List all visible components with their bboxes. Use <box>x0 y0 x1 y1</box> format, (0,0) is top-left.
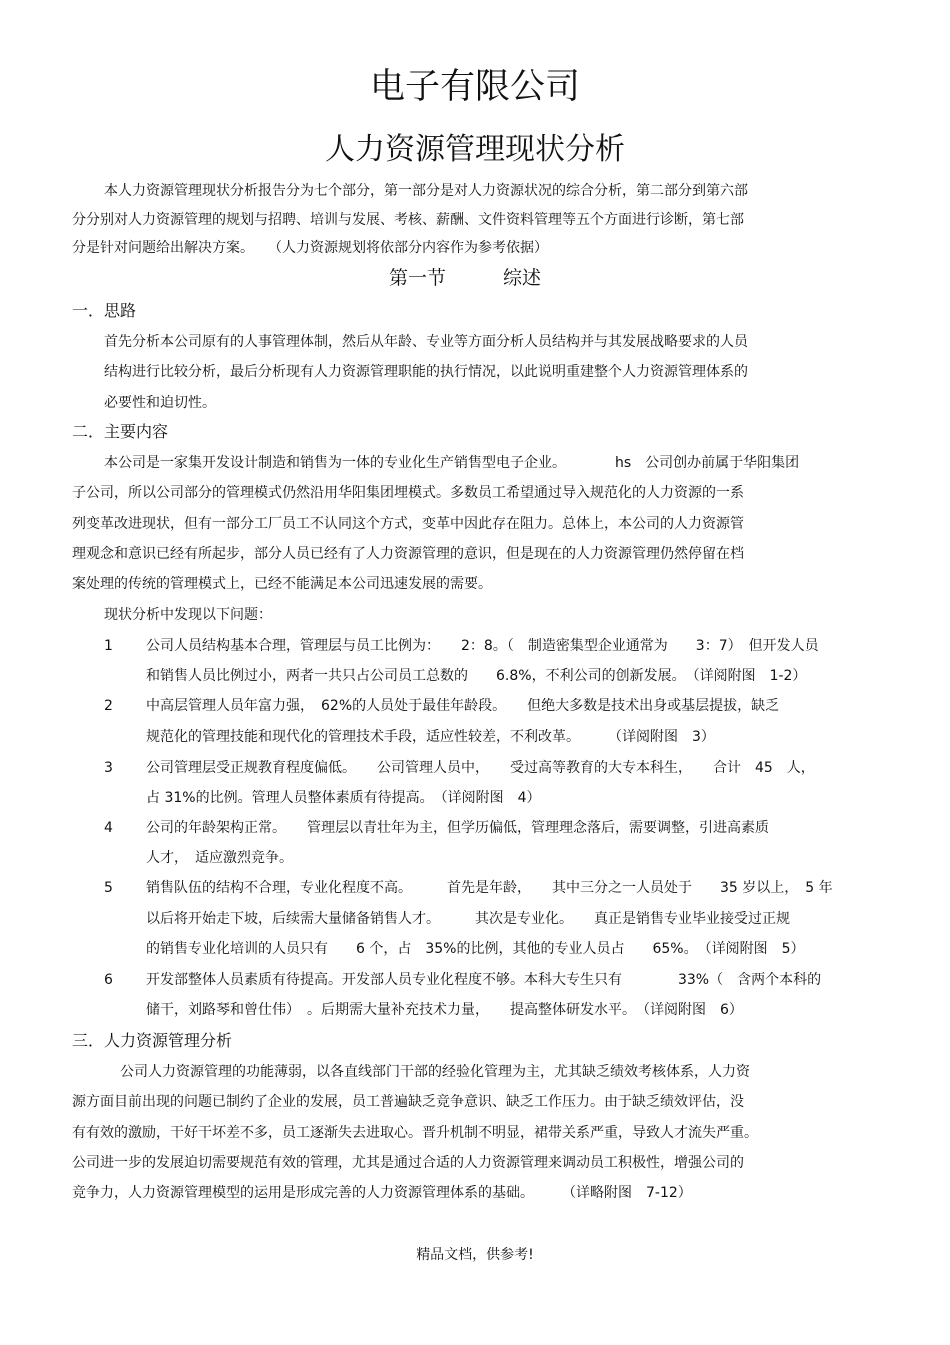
content-line-3: 列变革改进现状，但有一部分工厂员工不认同这个方式，变革中因此存在阻力。总体上，本公司的人力资源管 <box>72 516 744 532</box>
thinking-line-1: 首先分析本公司原有的人事管理体制，然后从年龄、专业等方面分析人员结构并与其发展战略要求的人员 <box>104 334 748 350</box>
page-footer: 精品文档，供参考! <box>416 1247 534 1263</box>
intro-line-1: 本人力资源管理现状分析报告分为七个部分，第一部分是对人力资源状况的综合分析，第二部分到第六部 <box>104 183 748 199</box>
problem-1-line-1: 公司人员结构基本合理，管理层与员工比例为： 2：8。（ 制造密集型企业通常为 3：7） 但开发人员 <box>146 638 819 654</box>
problems-intro: 现状分析中发现以下问题： <box>104 607 272 623</box>
intro-line-2: 分分别对人力资源管理的规划与招聘、培训与发展、考核、薪酬、文件资料管理等五个方面进行诊断，第七部 <box>72 212 744 228</box>
problem-4-line-2: 人才， 适应激烈竞争。 <box>146 850 293 866</box>
problem-1-line-2: 和销售人员比例过小，两者一共只占公司员工总数的 6.8%，不利公司的创新发展。 （详阅附图 1-2） <box>146 668 807 684</box>
intro-line-3: 分是针对问题给出解决方案。 （人力资源规划将依部分内容作为参考依据） <box>72 240 548 256</box>
problem-3-line-2: 占 31%的比例。管理人员整体素质有待提高。 （详阅附图 4） <box>146 790 541 806</box>
hr-line-5: 竞争力，人力资源管理模型的运用是形成完善的人力资源管理体系的基础。 （详略附图 7-12） <box>72 1185 692 1201</box>
hr-line-1: 公司人力资源管理的功能薄弱，以各直线部门干部的经验化管理为主，尤其缺乏绩效考核体系，人力资 <box>120 1064 750 1080</box>
hr-line-2: 源方面目前出现的问题已制约了企业的发展，员工普遍缺乏竞争意识、缺乏工作压力。由于缺乏绩效评估，没 <box>72 1094 744 1110</box>
heading-hr-analysis: 三．人力资源管理分析 <box>72 1031 233 1050</box>
problem-3-line-1: 公司管理层受正规教育程度偏低。 公司管理人员中， 受过高等教育的大专本科生， 合计 45 人， <box>146 760 815 776</box>
problem-2-line-2: 规范化的管理技能和现代化的管理技术手段，适应性较差，不利改革。 （详阅附图 3） <box>146 729 715 745</box>
problem-number: 5 <box>104 880 113 896</box>
hr-line-4: 公司进一步的发展迫切需要规范有效的管理，尤其是通过合适的人力资源管理来调动员工积极性，增强公司的 <box>72 1155 744 1171</box>
content-line-4: 理观念和意识已经有所起步，部分人员已经有了人力资源管理的意识，但是现在的人力资源管理仍然停留在档 <box>72 546 744 562</box>
hr-line-3: 有有效的激励，干好干坏差不多，员工逐渐失去进取心。晋升机制不明显，裙带关系严重，导致人才流失严重。 <box>72 1125 758 1141</box>
problem-number: 2 <box>104 698 113 714</box>
problem-6-line-2: 储干，刘路琴和曾仕伟） 。后期需大量补充技术力量， 提高整体研发水平。 （详阅附图 6） <box>146 1002 743 1018</box>
company-title: 电子有限公司 <box>369 67 580 107</box>
problem-5-line-1: 销售队伍的结构不合理，专业化程度不高。 首先是年龄， 其中三分之一人员处于 35 岁以上， 5 年 <box>146 880 833 896</box>
heading-thinking: 一．思路 <box>72 301 137 320</box>
problem-4-line-1: 公司的年龄架构正常。 管理层以青壮年为主，但学历偏低，管理理念落后，需要调整，引进高素质 <box>146 820 769 836</box>
content-line-1: 本公司是一家集开发设计制造和销售为一体的专业化生产销售型电子企业。 hs 公司创办前属于华阳集团 <box>104 455 800 471</box>
content-line-2: 子公司，所以公司部分的管理模式仍然沿用华阳集团埋模式。多数员工希望通过导入规范化的人力资源的一系 <box>72 485 744 501</box>
problem-2-line-1: 中高层管理人员年富力强， 62%的人员处于最佳年龄段。 但绝大多数是技术出身或基层提拔，缺乏 <box>146 698 780 714</box>
content-line-5: 案处理的传统的管理模式上，已经不能满足本公司迅速发展的需要。 <box>72 576 492 592</box>
thinking-line-2: 结构进行比较分析，最后分析现有人力资源管理职能的执行情况，以此说明重建整个人力资源管理体系的 <box>104 364 748 380</box>
report-title: 人力资源管理现状分析 <box>325 132 625 167</box>
problem-6-line-1: 开发部整体人员素质有待提高。开发部人员专业化程度不够。本科大专生只有 33%（ 含两个本科的 <box>146 972 822 988</box>
heading-content: 二．主要内容 <box>72 422 169 441</box>
problem-number: 1 <box>104 638 113 654</box>
thinking-line-3: 必要性和迫切性。 <box>104 395 216 411</box>
section-heading: 第一节 综述 <box>389 267 542 289</box>
problem-5-line-3: 的销售专业化培训的人员只有 6 个，占 35%的比例，其他的专业人员占 65%。 （详阅附图 5） <box>146 941 805 957</box>
problem-number: 3 <box>104 760 113 776</box>
problem-number: 4 <box>104 820 113 836</box>
problem-number: 6 <box>104 972 113 988</box>
problem-5-line-2: 以后将开始走下坡，后续需大量储备销售人才。 其次是专业化。 真正是销售专业毕业接受过正规 <box>146 911 790 927</box>
